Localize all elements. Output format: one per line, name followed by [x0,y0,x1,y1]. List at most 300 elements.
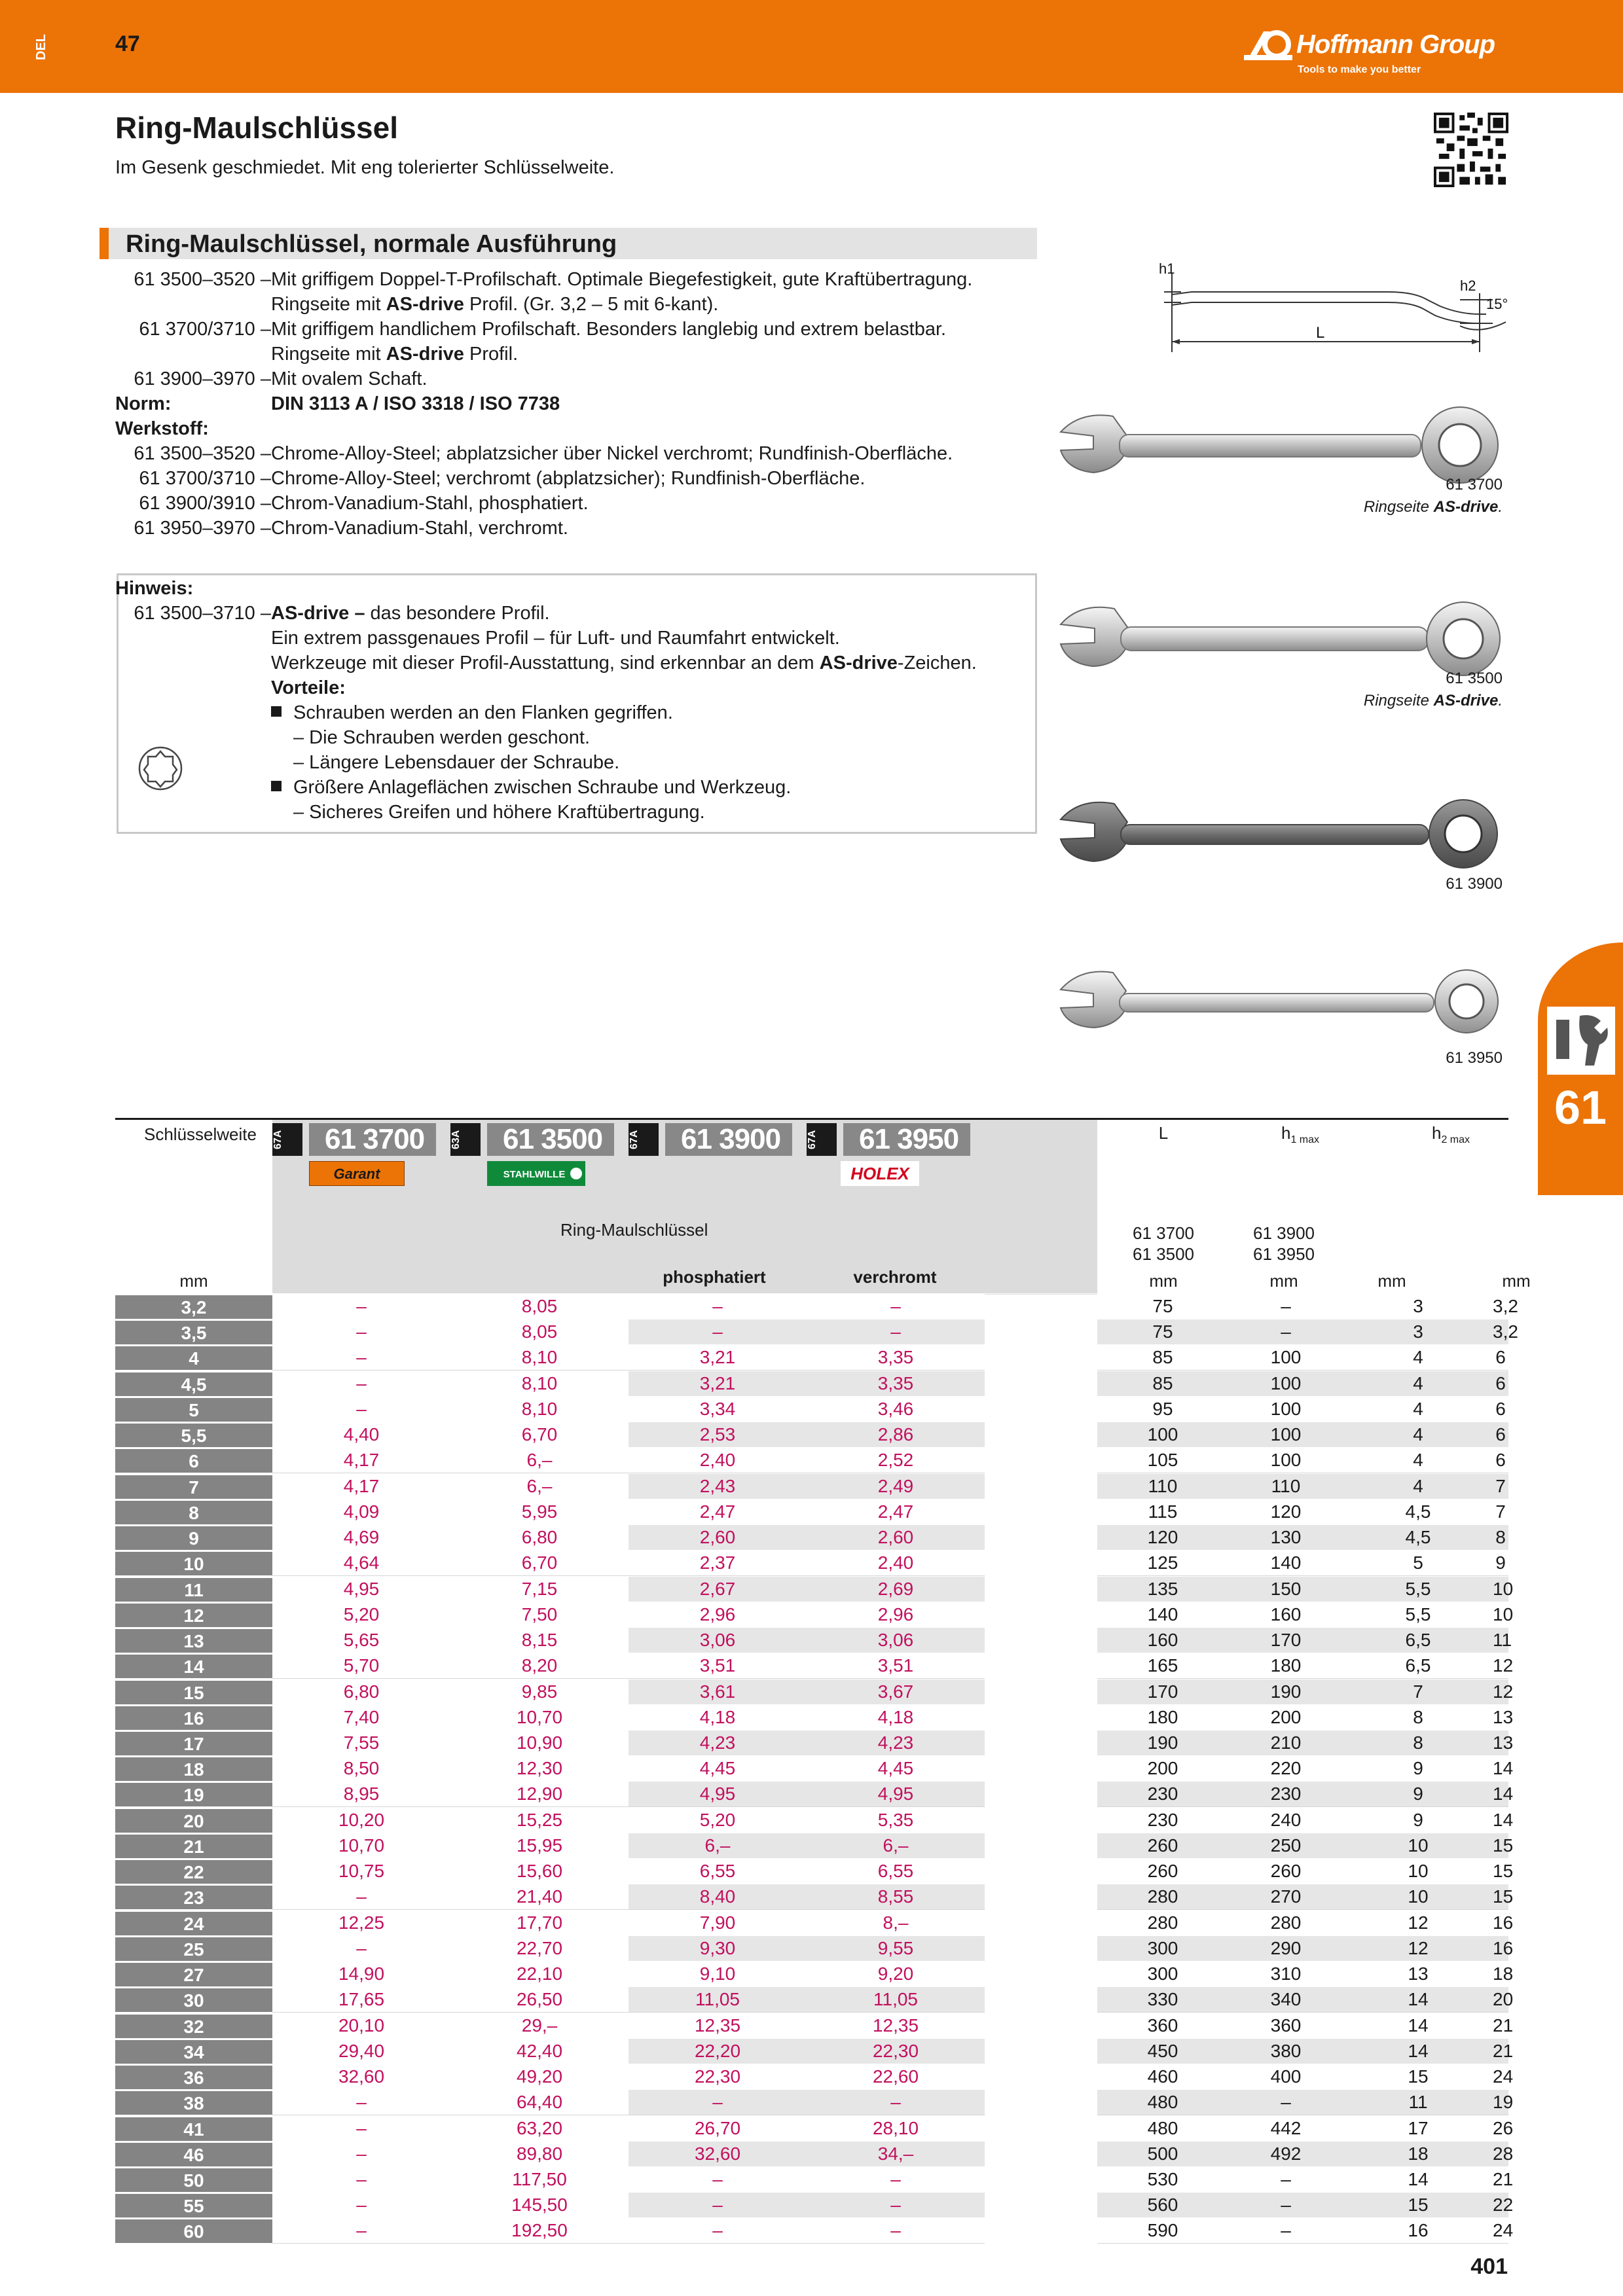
table-row [115,1679,1514,1704]
dimension-cell: 480 [1097,2090,1228,2115]
dimension-cell: 16 [1493,1910,1508,1936]
price-cell: 22,60 [807,2064,985,2090]
brand-logo[interactable] [1244,25,1506,77]
table-row [115,1602,1514,1627]
dimension-cell: 5 [1343,1551,1493,1576]
dimension-cell: 11 [1343,2090,1493,2115]
price-cell: 4,64 [272,1551,450,1576]
dimension-cell: 150 [1228,1577,1343,1602]
price-cell: – [807,2193,985,2218]
price-cell: 10,90 [450,1731,629,1756]
dimension-cell: 9 [1343,1782,1493,1807]
dimension-cell: 270 [1228,1884,1343,1910]
table-row [115,1807,1514,1833]
dimension-cell: 6 [1493,1397,1508,1422]
price-cell: 2,40 [629,1448,807,1473]
size-cell: 19 [115,1782,272,1806]
dimension-cell: 4 [1343,1371,1493,1397]
dimension-cell: 11 [1493,1628,1508,1653]
price-cell: 6,70 [450,1422,629,1448]
price-cell: 10,70 [450,1705,629,1731]
dimension-cell: 240 [1228,1808,1343,1833]
werkstoff-item: 61 3950–3970 – Chrom-Vanadium-Stahl, verchromt. [134,518,568,539]
table-row [115,1884,1514,1909]
dimension-cell: 19 [1493,2090,1508,2115]
table-row [115,1781,1514,1806]
price-cell: 2,47 [807,1499,985,1525]
price-cell: 2,67 [629,1577,807,1602]
dimension-cell: 140 [1228,1551,1343,1576]
price-cell: 4,45 [629,1756,807,1782]
dimension-cell: 12 [1343,1936,1493,1962]
size-cell: 23 [115,1884,272,1909]
dimension-cell: 8 [1343,1731,1493,1756]
dimension-cell: 6 [1493,1345,1508,1371]
table-row [115,2038,1514,2064]
price-cell: 22,30 [807,2039,985,2064]
brand-name: Hoffmann Group [1296,30,1495,59]
dimension-cell: 590 [1097,2218,1228,2244]
table-row [115,1447,1508,1473]
table-row [115,1910,1514,1935]
dimension-cell: 110 [1097,1474,1228,1499]
price-cell: – [629,2167,807,2193]
dimension-cell: 200 [1097,1756,1228,1782]
price-cell: 3,51 [629,1653,807,1679]
stahlwille-logo-icon [487,1161,585,1186]
hinweis-content: Hinweis: 61 3500–3710 – AS-drive – das besondere Profil. Ein extrem passgenaues Profil – für Luft- und Raumfahrt entwickelt. Werkzeuge mit dieser Profil-Ausstattung, sind erkennbar an dem AS-drive-Zeichen. Vorteile: Schrauben werden an den Flanken gegriffen. – Die Schrauben werden geschont. – Längere Lebensdauer der Schraube. Größere Anlageflächen zwischen Schraube und Werkzeug. – Sicheres Greifen und höhere Kraftübertragung. [115,576,1045,825]
price-cell: – [272,1371,450,1397]
dimension-cell: 14 [1493,1756,1508,1782]
price-cell: 32,60 [629,2142,807,2167]
price-cell: – [272,1345,450,1371]
table-row [115,2064,1514,2089]
dimension-cell: 7 [1343,1679,1493,1705]
werkstoff-item: 61 3900/3910 – Chrom-Vanadium-Stahl, phosphatiert. [139,493,589,514]
price-cell: 8,05 [450,1294,629,1319]
dimension-cell: 170 [1097,1679,1228,1705]
price-cell: – [272,1319,450,1345]
price-cell: 17,65 [272,1987,450,2013]
price-cell: 29,40 [272,2039,450,2064]
table-row [115,1319,1518,1344]
size-cell: 38 [115,2090,272,2115]
header-h1: $h_{1 max}$ [1281,1123,1320,1146]
hoffmann-logo-icon [1244,29,1292,62]
price-cell: 8,05 [450,1319,629,1345]
price-cell: 2,47 [629,1499,807,1525]
table-row [115,1833,1514,1858]
size-cell: 12 [115,1602,272,1627]
werkstoff-label-row: Werkstoff: [115,418,209,439]
price-cell: 8,10 [450,1345,629,1371]
dimension-cell: 100 [1228,1397,1343,1422]
price-cell: 7,90 [629,1910,807,1936]
price-cell: 12,30 [450,1756,629,1782]
dimension-cell: 7 [1493,1499,1508,1525]
price-cell: 4,17 [272,1448,450,1473]
dimension-cell: 3,2 [1493,1294,1508,1319]
price-cell: 2,52 [807,1448,985,1473]
bullet-icon [271,706,282,717]
dimension-cell: 230 [1097,1808,1228,1833]
price-cell: 2,49 [807,1474,985,1499]
price-cell: 22,30 [629,2064,807,2090]
size-cell: 16 [115,1705,272,1730]
svg-text:Garant: Garant [333,1166,380,1182]
chapter-number: 61 [1554,1082,1607,1134]
table-row [115,1473,1508,1499]
size-cell: 5 [115,1397,272,1422]
price-cell: 63,20 [450,2116,629,2142]
svg-text:HOLEX: HOLEX [850,1164,909,1183]
price-cell: 8,– [807,1910,985,1936]
dimension-cell: 9 [1343,1756,1493,1782]
table-row [115,1704,1514,1730]
price-cell: – [807,2218,985,2244]
price-cell: 7,15 [450,1577,629,1602]
price-cell: 3,06 [807,1628,985,1653]
dimension-cell: 100 [1228,1448,1343,1473]
price-cell: – [272,1884,450,1910]
dimension-cell: 28 [1493,2142,1508,2167]
price-cell: 15,60 [450,1859,629,1884]
price-cell: – [629,2090,807,2115]
price-cell: 7,50 [450,1602,629,1628]
price-cell: 4,09 [272,1499,450,1525]
dimension-cell: 13 [1343,1962,1493,1987]
dimension-cell: 9 [1343,1808,1493,1833]
price-cell: 42,40 [450,2039,629,2064]
dimension-cell: 6,5 [1343,1628,1493,1653]
size-cell: 18 [115,1756,272,1781]
dimension-cell: 280 [1228,1910,1343,1936]
price-cell: 6,– [807,1833,985,1859]
price-cell: 5,35 [807,1808,985,1833]
dimension-cell: 530 [1097,2167,1228,2193]
table-row [115,2166,1514,2192]
price-cell: – [807,2090,985,2115]
dimension-cell: 5,5 [1343,1577,1493,1602]
dimension-cell: 450 [1097,2039,1228,2064]
unit-h1: mm [1377,1271,1406,1291]
price-cell: 4,17 [272,1474,450,1499]
article-613950[interactable]: 67A 61 3950 [807,1123,983,1156]
price-cell: – [629,1294,807,1319]
dimension-cell: 200 [1228,1705,1343,1731]
dimension-cell: 14 [1343,2013,1493,2039]
price-cell: 3,35 [807,1345,985,1371]
dimension-cell: 105 [1097,1448,1228,1473]
size-cell: 14 [115,1653,272,1678]
dimension-cell: – [1228,1294,1343,1319]
dimension-cell: 3,2 [1493,1319,1508,1345]
table-row [115,1935,1514,1961]
price-cell: – [807,1294,985,1319]
price-cell: 117,50 [450,2167,629,2193]
size-cell: 10 [115,1551,272,1575]
dimension-cell: 8 [1493,1525,1508,1551]
price-cell: 2,40 [807,1551,985,1576]
price-cell: 3,21 [629,1371,807,1397]
dimension-cell: 290 [1228,1936,1343,1962]
dimension-cell: 16 [1343,2218,1493,2244]
dimension-cell: 75 [1097,1319,1228,1345]
table-row [115,1499,1508,1524]
price-cell: 2,37 [629,1551,807,1576]
header-h2: $h_{2 max}$ [1431,1123,1470,1146]
price-cell: 64,40 [450,2090,629,2115]
price-cell: – [272,2116,450,2142]
size-cell: 41 [115,2116,272,2141]
dimension-cell: 21 [1493,2013,1508,2039]
dimension-cell: 492 [1228,2142,1343,2167]
price-cell: – [272,1936,450,1962]
dimension-cell: 6 [1493,1371,1508,1397]
table-row [115,1422,1508,1447]
dimension-cell: 300 [1097,1936,1228,1962]
table-row [115,1344,1508,1370]
price-cell: 3,06 [629,1628,807,1653]
dimension-cell: 7 [1493,1474,1508,1499]
dimension-cell: 120 [1228,1499,1343,1525]
price-cell: 8,20 [450,1653,629,1679]
price-cell: – [629,2218,807,2244]
chapter-tab[interactable] [1538,942,1623,1195]
dimension-cell: 4 [1343,1422,1493,1448]
size-cell: 9 [115,1525,272,1550]
article-613500[interactable]: 63A 61 3500 [450,1123,627,1156]
dimension-cell: 15 [1493,1884,1508,1910]
dimension-cell: 460 [1097,2064,1228,2090]
dimension-cell: 4,5 [1343,1499,1493,1525]
dimension-cell: – [1228,2090,1343,2115]
desc-item: 61 3500–3520 – Mit griffigem Doppel-T-Profilschaft. Optimale Biegefestigkeit, gute Kraftübertragung. [134,269,973,290]
price-cell: 3,34 [629,1397,807,1422]
page-subtitle: Im Gesenk geschmiedet. Mit eng tolerierter Schlüsselweite. [115,157,615,178]
price-cell: 12,90 [450,1782,629,1807]
dimension-cell: – [1228,2193,1343,2218]
size-cell: 27 [115,1962,272,1986]
page-title: Ring-Maulschlüssel [115,111,398,145]
size-cell: 34 [115,2039,272,2064]
price-cell: 2,69 [807,1577,985,1602]
dimension-cell: 20 [1493,1987,1508,2013]
unit-h2: mm [1502,1271,1531,1291]
price-cell: 9,10 [629,1962,807,1987]
dimension-cell: 100 [1228,1422,1343,1448]
dimension-cell: 16 [1493,1936,1508,1962]
size-cell: 50 [115,2167,272,2192]
dimension-cell: 10 [1493,1602,1508,1628]
price-cell: 7,55 [272,1731,450,1756]
price-cell: 9,20 [807,1962,985,1987]
dimension-cell: 15 [1493,1859,1508,1884]
dimension-cell: 17 [1343,2116,1493,2142]
price-cell: 22,10 [450,1962,629,1987]
caption-613900: 61 3900 [1446,875,1503,893]
header-L: L [1158,1123,1169,1143]
price-cell: – [272,2142,450,2167]
norm-row: Norm: DIN 3113 A / ISO 3318 / ISO 7738 [115,393,560,414]
dimension-cell: 250 [1228,1833,1343,1859]
h2-label: h2 [1460,278,1476,294]
dimension-cell: 21 [1493,2167,1508,2193]
dimension-cell: 260 [1097,1859,1228,1884]
dimension-cell: 260 [1228,1859,1343,1884]
price-cell: 2,53 [629,1422,807,1448]
price-cell: 28,10 [807,2116,985,2142]
side-code: DEL [34,34,48,60]
price-cell: 12,35 [629,2013,807,2039]
dimension-cell: 6 [1493,1422,1508,1448]
as-drive-profile-icon [137,742,183,795]
size-cell: 3,2 [115,1294,272,1319]
dimension-cell: 5,5 [1343,1602,1493,1628]
dimension-cell: 15 [1493,1833,1508,1859]
size-cell: 15 [115,1679,272,1704]
price-cell: 9,85 [450,1679,629,1705]
h1-label: h1 [1159,260,1175,277]
caption-613950: 61 3950 [1446,1049,1503,1067]
dimension-cell: 3 [1343,1294,1493,1319]
dimension-cell: 110 [1228,1474,1343,1499]
brand-tagline: Tools to make you better [1298,64,1421,75]
dimension-cell: 115 [1097,1499,1228,1525]
table-row [115,2192,1514,2217]
unit-L1: mm [1149,1271,1178,1291]
werkstoff-item: 61 3700/3710 – Chrome-Alloy-Steel; verchromt (abplatzsicher); Rundfinish-Oberfläche. [139,468,866,489]
desc-item-cont: Ringseite mit AS-drive Profil. [271,344,519,365]
table-row [115,2141,1514,2166]
dimension-cell: 10 [1343,1859,1493,1884]
vorteile-label: Vorteile: [271,677,346,698]
dimension-cell: 4 [1343,1345,1493,1371]
size-cell: 55 [115,2193,272,2217]
dimension-cell: 4 [1343,1474,1493,1499]
price-cell: 9,55 [807,1936,985,1962]
price-cell: 6,– [450,1474,629,1499]
size-cell: 21 [115,1833,272,1858]
price-cell: 15,95 [450,1833,629,1859]
table-header [115,1118,1531,1295]
page-top-number: 47 [115,31,140,56]
price-cell: 6,55 [629,1859,807,1884]
dimension-cell: 14 [1343,2167,1493,2193]
dimension-cell: 12 [1343,1910,1493,1936]
dimension-cell: 170 [1228,1628,1343,1653]
dimension-cell: – [1228,2167,1343,2193]
dimension-cell: 442 [1228,2116,1343,2142]
section-marker [100,228,109,259]
article-613700[interactable]: 67A 61 3700 [272,1123,449,1156]
size-cell: 4,5 [115,1371,272,1396]
size-cell: 20 [115,1808,272,1833]
dimension-cell: 400 [1228,2064,1343,2090]
table-row [115,1986,1514,2012]
price-cell: 4,45 [807,1756,985,1782]
table-row [115,1730,1514,1755]
price-cell: 2,43 [629,1474,807,1499]
desc-item-cont: Ringseite mit AS-drive Profil. (Gr. 3,2 – 5 mit 6-kant). [271,294,719,315]
price-cell: 8,40 [629,1884,807,1910]
dimension-cell: 165 [1097,1653,1228,1679]
bullet-icon [271,781,282,791]
price-cell: – [807,2167,985,2193]
dimension-cell: 500 [1097,2142,1228,2167]
price-cell: 192,50 [450,2218,629,2244]
wrench-image-613900 [1054,792,1512,890]
price-cell: – [807,1319,985,1345]
price-cell: 6,– [450,1448,629,1473]
garant-logo-icon [309,1161,405,1186]
size-cell: 17 [115,1731,272,1755]
l-label: L [1316,324,1325,342]
desc-item: 61 3700/3710 – Mit griffigem handlichem Profilschaft. Besonders langlebig und extrem belastbar. [139,319,947,340]
dimension-cell: 260 [1097,1833,1228,1859]
table-row [115,1550,1508,1575]
header-L-group1: 61 3700 61 3500 [1133,1223,1194,1264]
price-cell: 2,60 [807,1525,985,1551]
price-cell: 29,– [450,2013,629,2039]
price-cell: 8,15 [450,1628,629,1653]
dimension-cell: 95 [1097,1397,1228,1422]
holex-logo-icon [841,1161,919,1186]
price-cell: – [629,2193,807,2218]
price-cell: 12,25 [272,1910,450,1936]
caption-613700: 61 3700 Ringseite AS-drive. [1363,476,1503,516]
svg-text:STAHLWILLE: STAHLWILLE [503,1169,566,1180]
dimension-cell: 125 [1097,1551,1228,1576]
price-cell: 89,80 [450,2142,629,2167]
dimension-cell: 310 [1228,1962,1343,1987]
section-heading-text: Ring-Maulschlüssel, normale Ausführung [126,230,617,258]
dimension-cell: 24 [1493,2064,1508,2090]
dimension-cell: 21 [1493,2039,1508,2064]
price-cell: 4,18 [807,1705,985,1731]
dimension-cell: 300 [1097,1962,1228,1987]
price-cell: 2,96 [807,1602,985,1628]
dimension-cell: 15 [1343,2193,1493,2218]
size-cell: 3,5 [115,1319,272,1344]
price-cell: 12,35 [807,2013,985,2039]
dimension-cell: 9 [1493,1551,1508,1576]
price-cell: 7,40 [272,1705,450,1731]
price-cell: 49,20 [450,2064,629,2090]
dimension-cell: 14 [1493,1808,1508,1833]
qr-code-icon[interactable] [1434,113,1508,187]
dimension-cell: 130 [1228,1525,1343,1551]
price-cell: 8,10 [450,1397,629,1422]
price-cell: 10,75 [272,1859,450,1884]
price-cell: 11,05 [629,1987,807,2013]
dimension-cell: 380 [1228,2039,1343,2064]
dimension-cell: 120 [1097,1525,1228,1551]
article-613900[interactable]: 67A 61 3900 [629,1123,805,1156]
dimension-cell: 13 [1493,1705,1508,1731]
price-cell: 6,80 [450,1525,629,1551]
size-cell: 36 [115,2064,272,2089]
price-cell: 10,70 [272,1833,450,1859]
dimension-cell: 140 [1097,1602,1228,1628]
table-row [115,1371,1508,1396]
hinweis-label: Hinweis: [115,578,194,599]
dimension-cell: – [1228,1319,1343,1345]
price-cell: 21,40 [450,1884,629,1910]
dimension-cell: 4,5 [1343,1525,1493,1551]
dimension-cell: 160 [1228,1602,1343,1628]
size-cell: 22 [115,1859,272,1884]
